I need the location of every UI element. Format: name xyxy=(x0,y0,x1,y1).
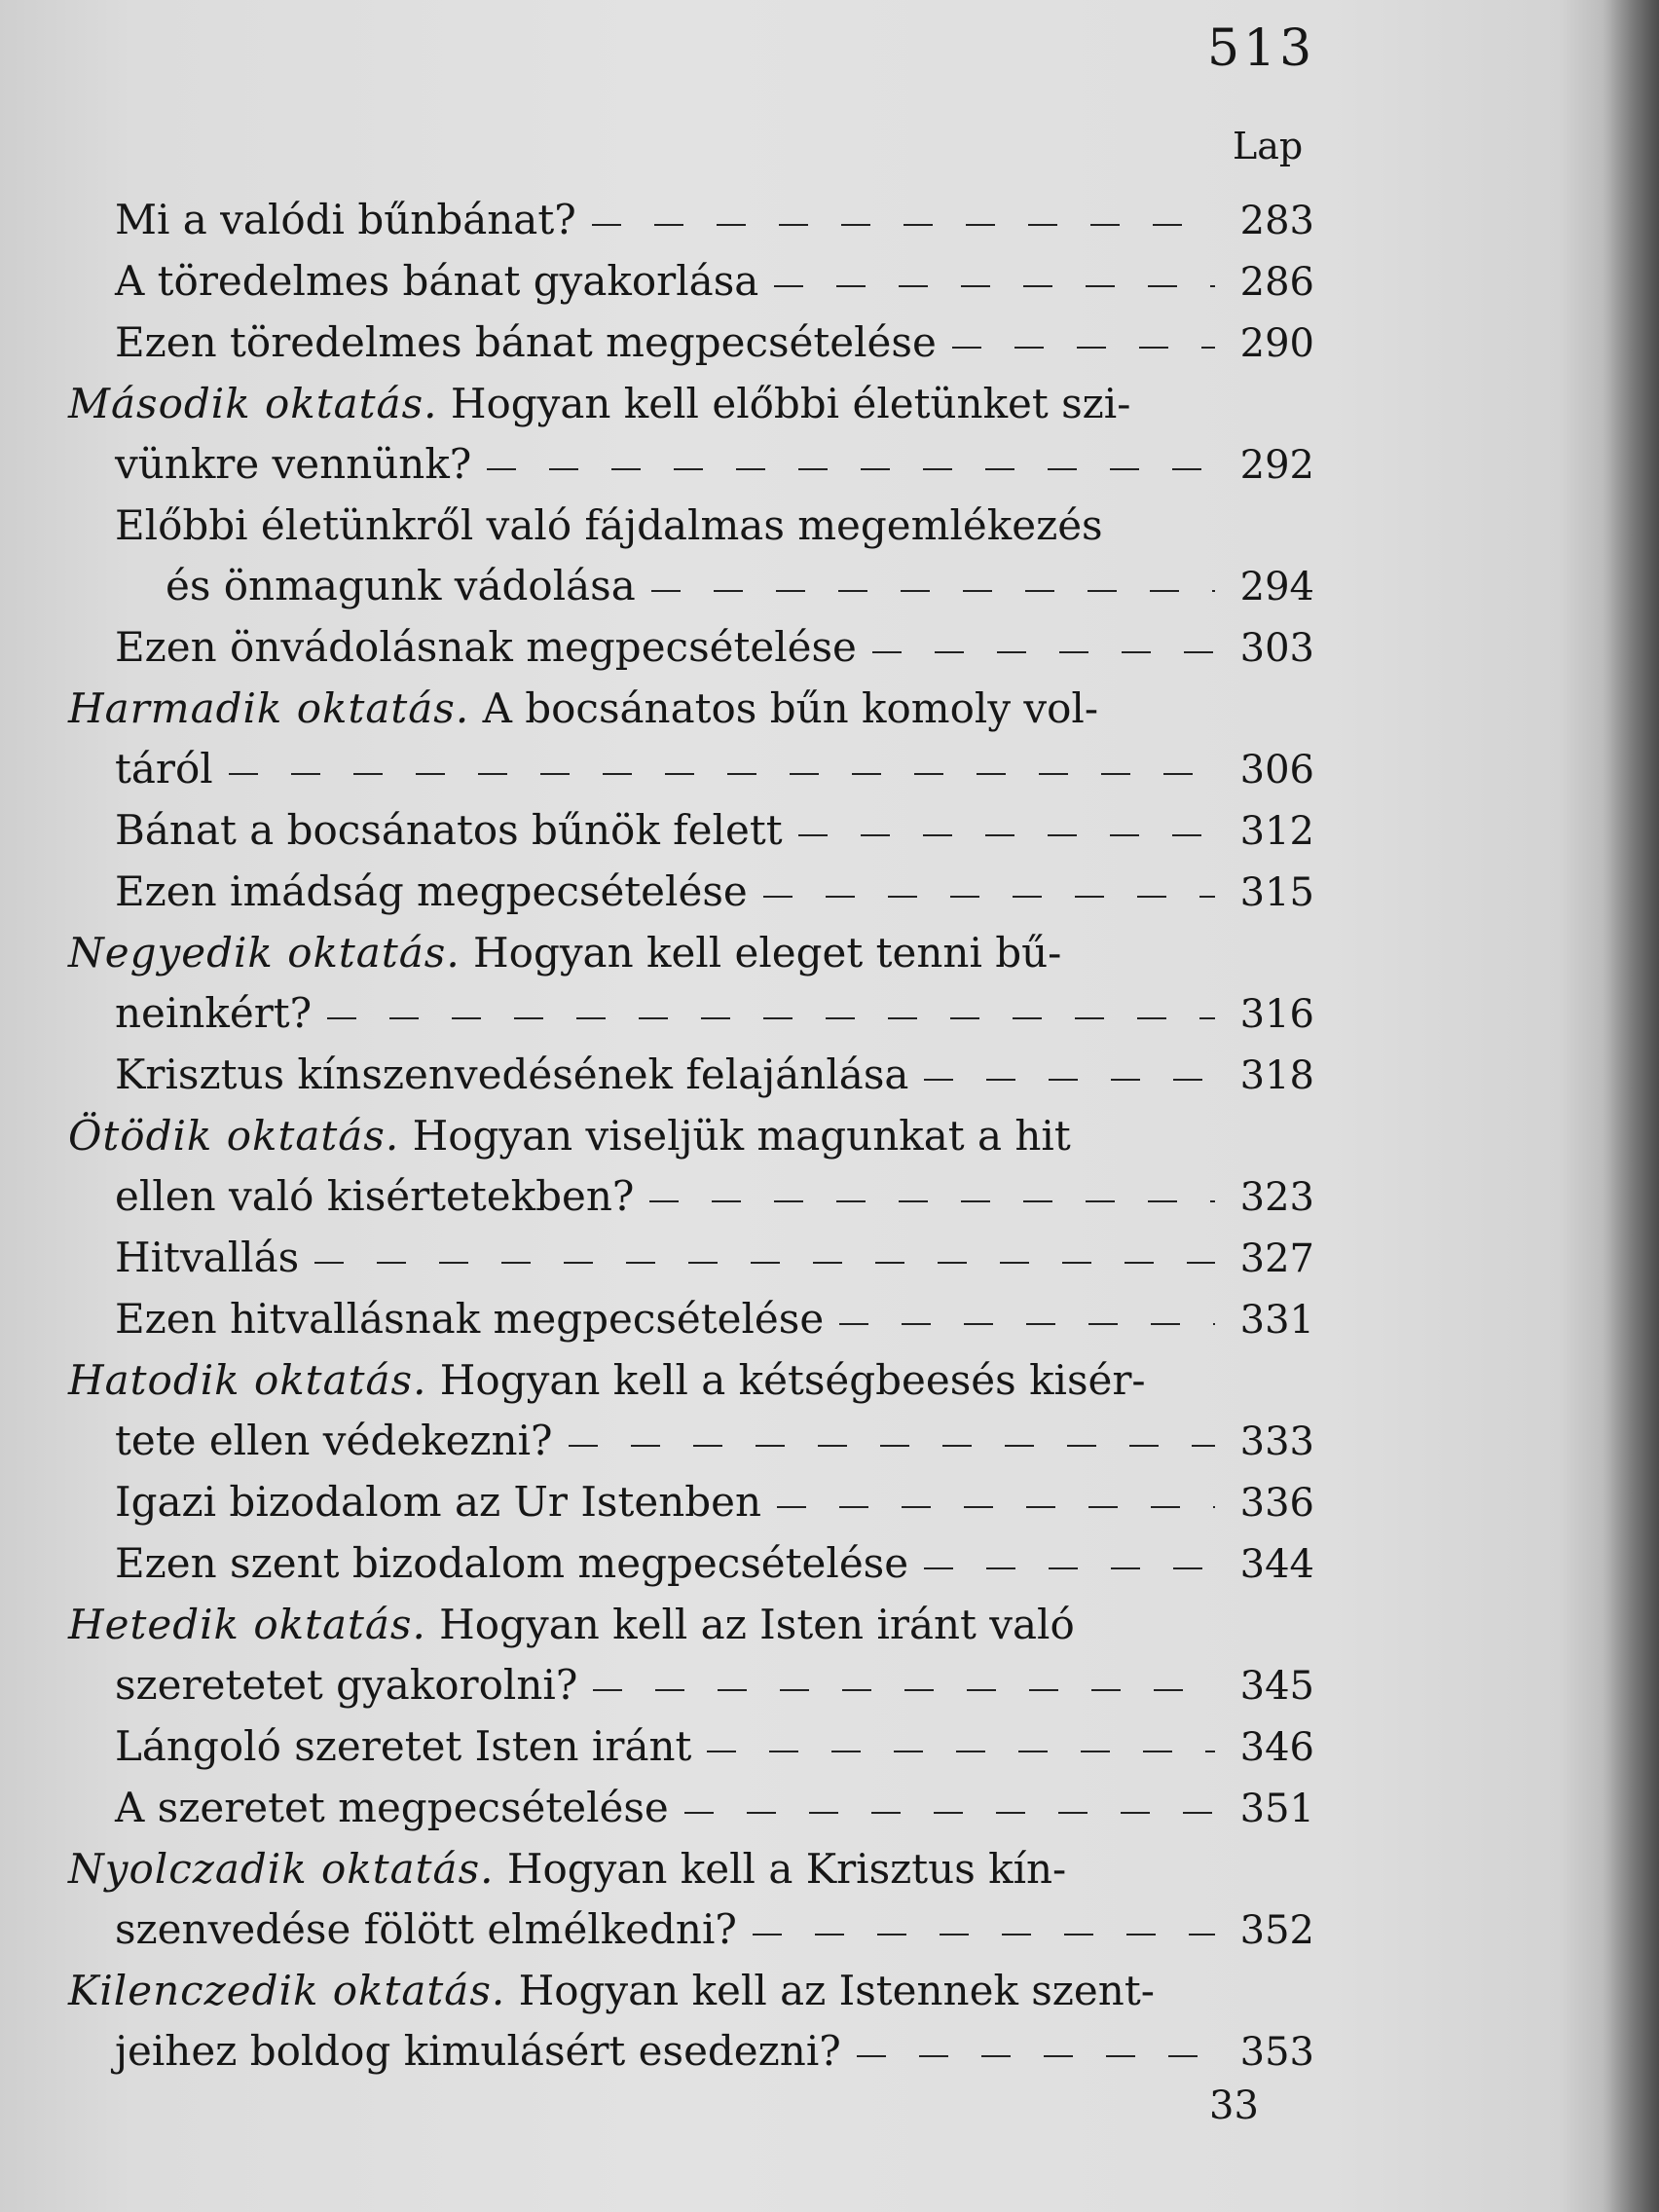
toc-entry-line xyxy=(68,739,1314,800)
page-reference: 352 xyxy=(1239,1908,1314,1953)
dash-leader xyxy=(593,1689,1215,1691)
dash-leader xyxy=(763,896,1215,898)
toc-entry-text: Hogyan kell eleget tenni bű- xyxy=(473,929,1062,977)
dash-leader xyxy=(857,2055,1215,2057)
toc-entry-text: Ezen imádság megpecsételése xyxy=(115,867,748,915)
toc-entry-text: Előbbi életünkről való fájdalmas megemlékezés xyxy=(115,501,1103,549)
toc-entry xyxy=(68,496,1314,617)
dash-leader xyxy=(684,1812,1215,1814)
toc-entry xyxy=(68,313,1314,374)
page-reference: 353 xyxy=(1239,2030,1314,2075)
toc-entry-text: Ezen hitvallásnak megpecsételése xyxy=(115,1295,825,1343)
table-of-contents xyxy=(68,190,1314,2083)
toc-section-entry xyxy=(68,679,1314,800)
section-heading: Második oktatás. xyxy=(68,380,438,427)
section-heading: Harmadik oktatás. xyxy=(68,684,470,732)
section-heading: Hetedik oktatás. xyxy=(68,1601,426,1648)
page-reference: 312 xyxy=(1239,809,1314,854)
toc-entry-line xyxy=(68,1716,1314,1778)
toc-entry-line xyxy=(68,1961,1314,2021)
toc-entry-text: Hitvallás xyxy=(115,1234,300,1281)
toc-entry-text: vünkre vennünk? xyxy=(115,440,472,488)
toc-entry-line xyxy=(68,1899,1314,1961)
page-reference: 327 xyxy=(1239,1236,1314,1281)
toc-entry-line xyxy=(68,1595,1314,1655)
toc-entry-line xyxy=(68,1655,1314,1716)
page-reference: 315 xyxy=(1239,870,1314,915)
toc-entry-line xyxy=(68,617,1314,679)
toc-entry-line xyxy=(68,679,1314,739)
toc-entry xyxy=(68,1045,1314,1106)
signature-mark: 33 xyxy=(1209,2083,1259,2128)
toc-entry-line xyxy=(68,313,1314,374)
toc-entry-line xyxy=(68,556,1314,617)
toc-entry-line xyxy=(68,1166,1314,1228)
page-reference: 286 xyxy=(1239,260,1314,305)
section-heading: Hatodik oktatás. xyxy=(68,1356,427,1404)
toc-entry-text: A töredelmes bánat gyakorlása xyxy=(115,257,759,305)
dash-leader xyxy=(649,1200,1215,1202)
toc-entry-line xyxy=(68,1778,1314,1839)
toc-entry-line xyxy=(68,923,1314,983)
page-column-header: Lap xyxy=(1233,125,1304,167)
dash-leader xyxy=(872,651,1215,653)
dash-leader xyxy=(924,1079,1215,1081)
toc-entry-text: Hogyan kell előbbi életünket szi- xyxy=(450,380,1131,427)
page-reference: 294 xyxy=(1239,565,1314,609)
toc-entry-text: Hogyan kell az Isten iránt való xyxy=(439,1601,1075,1648)
toc-entry-line xyxy=(68,190,1314,251)
toc-section-entry xyxy=(68,923,1314,1045)
toc-entry-text: neinkért? xyxy=(115,989,313,1037)
toc-section-entry xyxy=(68,1961,1314,2083)
toc-entry-text: Mi a valódi bűnbánat? xyxy=(115,196,576,243)
toc-entry xyxy=(68,862,1314,923)
toc-section-entry xyxy=(68,1106,1314,1228)
dash-leader xyxy=(952,347,1215,349)
dash-leader xyxy=(314,1262,1215,1264)
toc-entry-line xyxy=(68,1350,1314,1411)
page-reference: 318 xyxy=(1239,1053,1314,1098)
toc-entry xyxy=(68,190,1314,251)
dash-leader xyxy=(229,773,1215,775)
toc-section-entry xyxy=(68,1350,1314,1472)
toc-entry xyxy=(68,1716,1314,1778)
toc-entry-text: Hogyan kell a Krisztus kín- xyxy=(506,1845,1067,1893)
page-reference: 344 xyxy=(1239,1542,1314,1587)
toc-entry-text: Ezen töredelmes bánat megpecsételése xyxy=(115,318,937,366)
dash-leader xyxy=(924,1567,1215,1569)
toc-entry-line xyxy=(68,1533,1314,1595)
toc-entry-text: Hogyan kell az Istennek szent- xyxy=(518,1967,1155,2014)
page-reference: 303 xyxy=(1239,626,1314,671)
dash-leader xyxy=(487,468,1215,470)
page-reference: 316 xyxy=(1239,992,1314,1037)
page-reference: 336 xyxy=(1239,1481,1314,1526)
dash-leader xyxy=(774,285,1215,287)
page-reference: 346 xyxy=(1239,1725,1314,1770)
page-reference: 323 xyxy=(1239,1175,1314,1220)
toc-entry-text: Krisztus kínszenvedésének felajánlása xyxy=(115,1051,909,1098)
toc-entry-line xyxy=(68,251,1314,313)
dash-leader xyxy=(839,1323,1215,1325)
toc-entry-text: tete ellen védekezni? xyxy=(115,1417,553,1464)
page-reference: 283 xyxy=(1239,199,1314,243)
toc-section-entry xyxy=(68,374,1314,496)
page-reference: 331 xyxy=(1239,1298,1314,1343)
toc-entry-text: Ezen szent bizodalom megpecsételése xyxy=(115,1539,909,1587)
toc-entry xyxy=(68,800,1314,862)
toc-entry xyxy=(68,1289,1314,1350)
toc-entry-line xyxy=(68,434,1314,496)
toc-entry xyxy=(68,1533,1314,1595)
toc-entry-line xyxy=(68,862,1314,923)
page-reference: 333 xyxy=(1239,1419,1314,1464)
page-edge-shadow xyxy=(1603,0,1659,2212)
toc-entry-text: és önmagunk vádolása xyxy=(166,562,636,609)
toc-entry-text: Lángoló szeretet Isten iránt xyxy=(115,1722,692,1770)
section-heading: Nyolczadik oktatás. xyxy=(68,1845,495,1893)
page-number: 513 xyxy=(1207,19,1316,78)
toc-entry-line xyxy=(68,1411,1314,1472)
toc-entry xyxy=(68,617,1314,679)
toc-entry-text: táról xyxy=(115,745,213,793)
toc-entry-text: jeihez boldog kimulásért esedezni? xyxy=(115,2027,841,2075)
dash-leader xyxy=(327,1017,1215,1019)
toc-section-entry xyxy=(68,1839,1314,1961)
toc-entry-line xyxy=(68,1228,1314,1289)
toc-entry xyxy=(68,251,1314,313)
toc-entry-line xyxy=(68,374,1314,434)
page-reference: 345 xyxy=(1239,1664,1314,1709)
toc-entry-line xyxy=(68,2021,1314,2083)
toc-entry xyxy=(68,1228,1314,1289)
toc-entry-text: szeretetet gyakorolni? xyxy=(115,1661,578,1709)
toc-entry-line xyxy=(68,1289,1314,1350)
page-reference: 306 xyxy=(1239,748,1314,793)
dash-leader xyxy=(777,1506,1215,1508)
toc-entry-line xyxy=(68,1106,1314,1166)
page-reference: 292 xyxy=(1239,443,1314,488)
dash-leader xyxy=(753,1934,1215,1936)
page-reference: 290 xyxy=(1239,321,1314,366)
toc-entry-text: A szeretet megpecsételése xyxy=(115,1784,669,1831)
section-heading: Ötödik oktatás. xyxy=(68,1112,400,1160)
dash-leader xyxy=(707,1751,1215,1752)
dash-leader xyxy=(651,590,1215,592)
toc-entry-text: Igazi bizodalom az Ur Istenben xyxy=(115,1478,762,1526)
toc-entry-line xyxy=(68,800,1314,862)
toc-section-entry xyxy=(68,1595,1314,1716)
toc-entry-text: Bánat a bocsánatos bűnök felett xyxy=(115,806,783,854)
page-reference: 351 xyxy=(1239,1787,1314,1831)
toc-entry-text: szenvedése fölött elmélkedni? xyxy=(115,1905,737,1953)
toc-entry-text: Hogyan viseljük magunkat a hit xyxy=(412,1112,1071,1160)
toc-entry-line xyxy=(68,1472,1314,1533)
toc-entry xyxy=(68,1778,1314,1839)
section-heading: Negyedik oktatás. xyxy=(68,929,461,977)
toc-entry-text: Hogyan kell a kétségbeesés kisér- xyxy=(439,1356,1146,1404)
toc-entry-line xyxy=(68,1839,1314,1899)
dash-leader xyxy=(592,224,1215,226)
toc-entry-line xyxy=(68,1045,1314,1106)
dash-leader xyxy=(569,1445,1215,1447)
section-heading: Kilenczedik oktatás. xyxy=(68,1967,506,2014)
toc-entry-line xyxy=(68,496,1314,556)
toc-entry-text: Ezen önvádolásnak megpecsételése xyxy=(115,623,857,671)
toc-entry-text: A bocsánatos bűn komoly vol- xyxy=(482,684,1099,732)
dash-leader xyxy=(798,834,1215,836)
toc-entry-text: ellen való kisértetekben? xyxy=(115,1172,635,1220)
toc-entry-line xyxy=(68,983,1314,1045)
toc-entry xyxy=(68,1472,1314,1533)
